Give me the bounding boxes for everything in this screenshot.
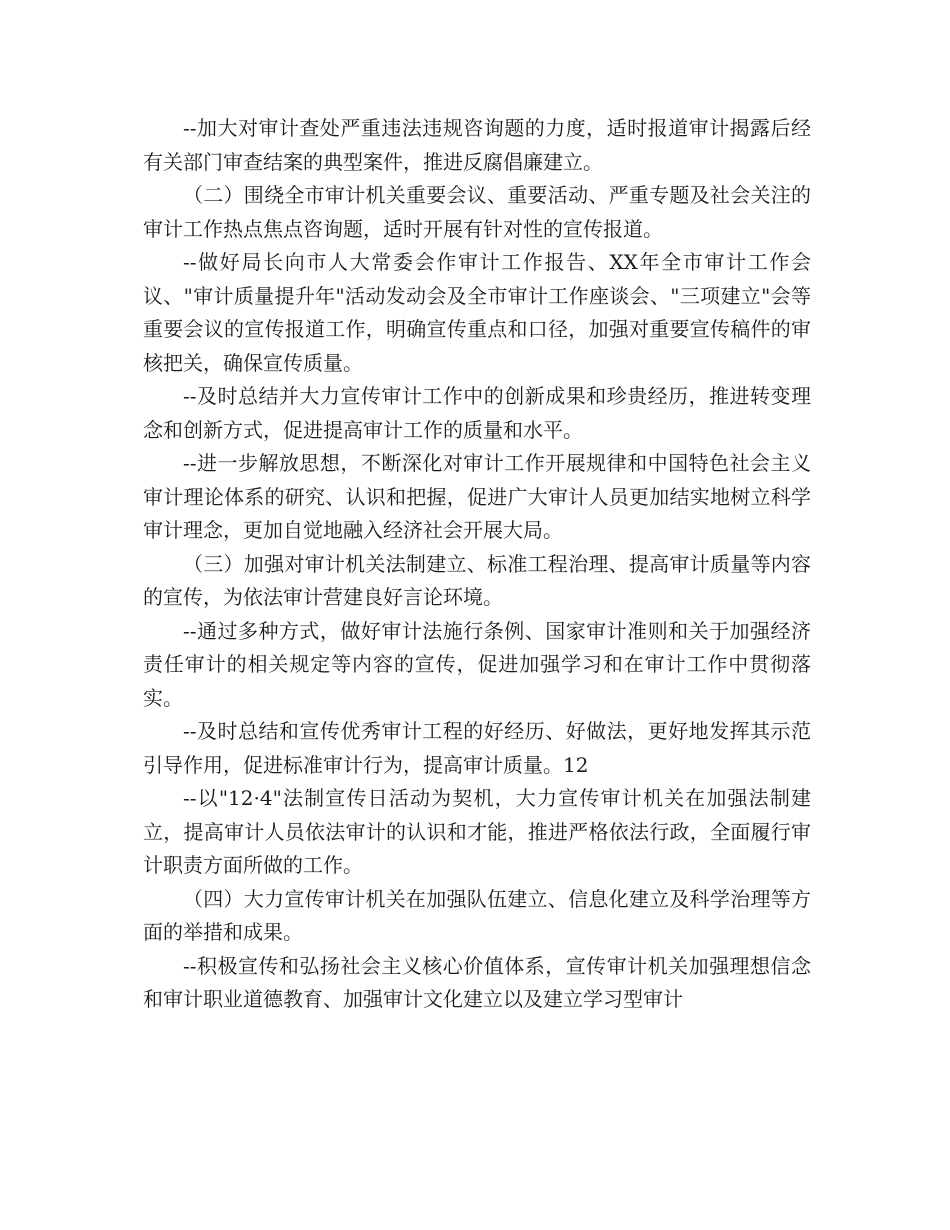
section-heading-2: （二）围绕全市审计机关重要会议、重要活动、严重专题及社会关注的审计工作热点焦点咨询题，适时开展有针对性的宣传报道。: [143, 183, 811, 241]
paragraph-9: --以"12·4"法制宣传日活动为契机，大力宣传审计机关在加强法制建立，提高审计人员依法审计的认识和才能，推进严格依法行政，全面履行审计职责方面所做的工作。: [143, 786, 811, 877]
paragraph-8: --及时总结和宣传优秀审计工程的好经历、好做法，更好地发挥其示范引导作用，促进标准审计行为，提高审计质量。12: [143, 719, 811, 777]
paragraph-11: --积极宣传和弘扬社会主义核心价值体系，宣传审计机关加强理想信念和审计职业道德教育、加强审计文化建立以及建立学习型审计: [143, 953, 811, 1011]
section-heading-4: （四）大力宣传审计机关在加强队伍建立、信息化建立及科学治理等方面的举措和成果。: [143, 886, 811, 944]
paragraph-3: --做好局长向市人大常委会作审计工作报告、XX年全市审计工作会议、"审计质量提升年"活动发动会及全市审计工作座谈会、"三项建立"会等重要会议的宣传报道工作，明确宣传重点和口径，加强对重要宣传稿件的审核把关，确保宣传质量。: [143, 250, 811, 375]
paragraph-5: --进一步解放思想，不断深化对审计工作开展规律和中国特色社会主义审计理论体系的研究、认识和把握，促进广大审计人员更加结实地树立科学审计理念，更加自觉地融入经济社会开展大局。: [143, 451, 811, 542]
paragraph-7: --通过多种方式，做好审计法施行条例、国家审计准则和关于加强经济责任审计的相关规定等内容的宣传，促进加强学习和在审计工作中贯彻落实。: [143, 618, 811, 710]
paragraph-4: --及时总结并大力宣传审计工作中的创新成果和珍贵经历，推进转变理念和创新方式，促进提高审计工作的质量和水平。: [143, 384, 811, 442]
section-heading-3: （三）加强对审计机关法制建立、标准工程治理、提高审计质量等内容的宣传，为依法审计营建良好言论环境。: [143, 551, 811, 609]
document-page: [143, 112, 811, 1017]
paragraph-1: --加大对审计查处严重违法违规咨询题的力度，适时报道审计揭露后经有关部门审查结案的典型案件，推进反腐倡廉建立。: [143, 116, 811, 174]
